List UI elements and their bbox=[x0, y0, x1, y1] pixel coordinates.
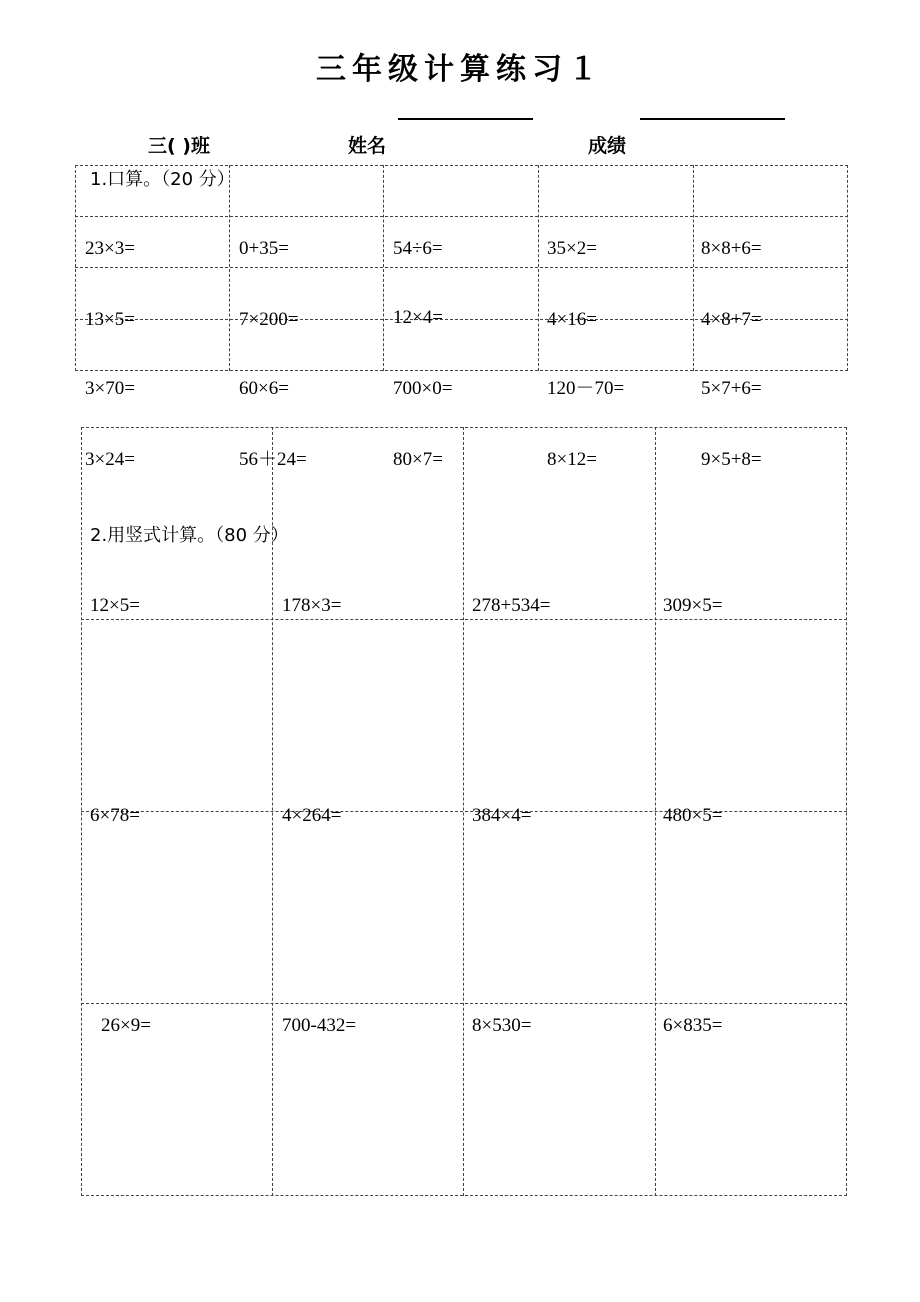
oral-grid-divider bbox=[538, 165, 539, 371]
oral-problem: 3×70= bbox=[85, 378, 135, 399]
oral-problem: 12×4= bbox=[393, 307, 443, 328]
score-blank-line bbox=[640, 118, 785, 120]
oral-grid bbox=[75, 165, 848, 371]
vertical-problem: 178×3= bbox=[282, 595, 342, 616]
vertical-problem: 4×264= bbox=[282, 805, 342, 826]
name-blank-line bbox=[398, 118, 533, 120]
vertical-problem: 6×835= bbox=[663, 1015, 723, 1036]
oral-grid-divider bbox=[383, 165, 384, 371]
class-label: 三( )班 bbox=[148, 135, 210, 157]
oral-problem: 700×0= bbox=[393, 378, 453, 399]
vertical-problem: 12×5= bbox=[90, 595, 140, 616]
oral-problem: 13×5= bbox=[85, 309, 135, 330]
oral-grid-divider bbox=[75, 216, 848, 217]
vertical-problem: 384×4= bbox=[472, 805, 532, 826]
oral-problem: 54÷6= bbox=[393, 238, 443, 259]
vertical-problem: 8×530= bbox=[472, 1015, 532, 1036]
vertical-problem: 26×9= bbox=[101, 1015, 151, 1036]
section2-heading: 2.用竖式计算。（80 分） bbox=[90, 525, 289, 546]
vertical-problem: 6×78= bbox=[90, 805, 140, 826]
vertical-grid-divider bbox=[81, 619, 847, 620]
oral-problem: 8×8+6= bbox=[701, 238, 762, 259]
oral-problem: 35×2= bbox=[547, 238, 597, 259]
oral-grid-divider bbox=[693, 165, 694, 371]
oral-problem: 5×7+6= bbox=[701, 378, 762, 399]
section1-heading: 1.口算。（20 分） bbox=[90, 169, 235, 190]
vertical-problem: 278+534= bbox=[472, 595, 551, 616]
score-label: 成绩 bbox=[588, 135, 627, 157]
oral-problem: 8×12= bbox=[547, 449, 597, 470]
oral-problem: 120－70= bbox=[547, 378, 625, 399]
vertical-problem: 480×5= bbox=[663, 805, 723, 826]
oral-problem: 3×24= bbox=[85, 449, 135, 470]
oral-problem: 60×6= bbox=[239, 378, 289, 399]
vertical-problem: 700-432= bbox=[282, 1015, 357, 1036]
oral-problem: 9×5+8= bbox=[701, 449, 762, 470]
oral-problem: 80×7= bbox=[393, 449, 443, 470]
oral-problem: 4×16= bbox=[547, 309, 597, 330]
worksheet-title: 三年级计算练习１ bbox=[316, 52, 604, 87]
vertical-problem: 309×5= bbox=[663, 595, 723, 616]
oral-grid-divider bbox=[75, 267, 848, 268]
oral-problem: 4×8+7= bbox=[701, 309, 762, 330]
oral-grid-divider bbox=[229, 165, 230, 371]
oral-problem: 56＋24= bbox=[239, 449, 307, 470]
vertical-grid-divider bbox=[81, 1003, 847, 1004]
oral-problem: 7×200= bbox=[239, 309, 299, 330]
name-label: 姓名 bbox=[348, 135, 387, 157]
oral-problem: 23×3= bbox=[85, 238, 135, 259]
oral-problem: 0+35= bbox=[239, 238, 289, 259]
vertical-grid-divider bbox=[81, 811, 847, 812]
